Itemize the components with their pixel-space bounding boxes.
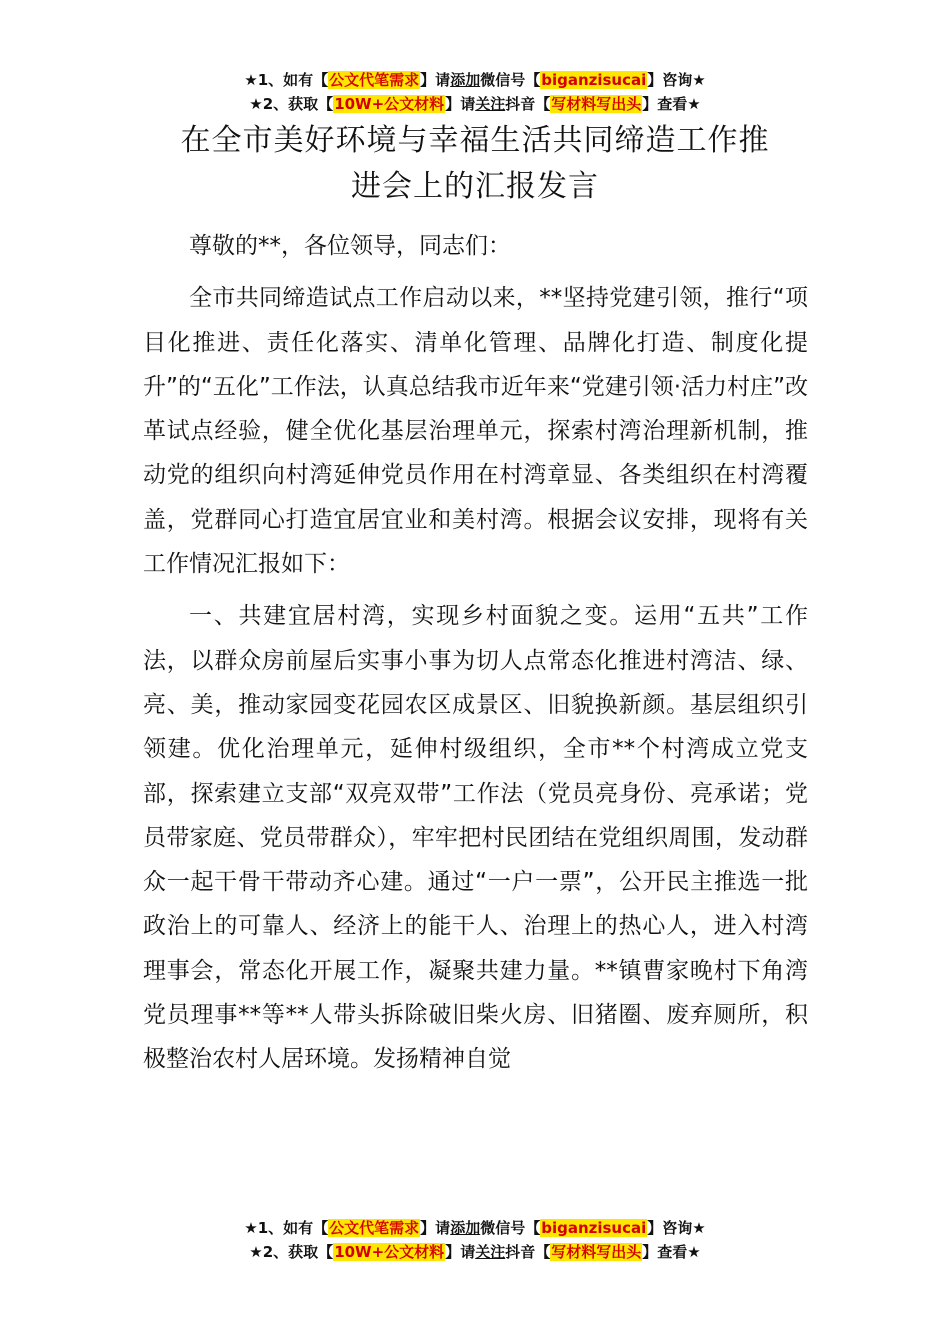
banner-underlined-text: 关注: [475, 95, 506, 113]
banner-text: 抖音【: [505, 95, 551, 113]
intro-paragraph: 全市共同缔造试点工作启动以来，**坚持党建引领，推行“项目化推进、责任化落实、清单化管理、品牌化打造、制度化提升”的“五化”工作法，认真总结我市近年来“党建引领·活力村庄”改革试点经验，健全优化基层治理单元，探索村湾治理新机制，推动党的组织向村湾延伸党员作用在村湾章显、各类组织在村湾覆盖，党群同心打造宜居宜业和美村湾。根据会议安排，现将有关工作情况汇报如下：: [143, 285, 808, 578]
banner-underlined-text: 添加: [450, 1219, 481, 1237]
banner-highlight: 写材料写出头: [551, 1243, 642, 1261]
document-body: [143, 224, 808, 1082]
banner-text: 抖音【: [505, 1243, 551, 1261]
banner-text: ★1、如有【: [244, 1219, 329, 1237]
banner-line-1: [0, 68, 950, 92]
banner-highlight: biganzisucai: [541, 71, 647, 89]
title-line-1: 在全市美好环境与幸福生活共同缔造工作推: [180, 123, 770, 158]
banner-line-1: [0, 1216, 950, 1240]
banner-highlight: biganzisucai: [541, 1219, 647, 1237]
banner-highlight: 公文代笔需求: [329, 71, 420, 89]
banner-underlined-text: 添加: [450, 71, 481, 89]
banner-text: 】查看★: [642, 95, 701, 113]
banner-highlight: 10W+公文材料: [334, 95, 445, 113]
document-title: [130, 118, 820, 210]
banner-text: ★2、获取【: [249, 95, 334, 113]
greeting-paragraph: 尊敬的**，各位领导，同志们：: [189, 233, 511, 259]
banner-text: 】咨询★: [647, 71, 706, 89]
banner-highlight: 10W+公文材料: [334, 1243, 445, 1261]
banner-text: 】请: [420, 71, 451, 89]
banner-text: 微信号【: [480, 1219, 541, 1237]
footer-banner: [0, 1216, 950, 1264]
banner-underlined-text: 关注: [475, 1243, 506, 1261]
banner-text: 】请: [445, 1243, 476, 1261]
banner-text: ★1、如有【: [244, 71, 329, 89]
banner-line-2: [0, 1240, 950, 1264]
header-banner: [0, 68, 950, 116]
title-line-2: 进会上的汇报发言: [351, 169, 599, 204]
banner-text: ★2、获取【: [249, 1243, 334, 1261]
banner-text: 】请: [445, 95, 476, 113]
banner-text: 微信号【: [480, 71, 541, 89]
banner-text: 】查看★: [642, 1243, 701, 1261]
banner-highlight: 写材料写出头: [551, 95, 642, 113]
banner-line-2: [0, 92, 950, 116]
banner-highlight: 公文代笔需求: [329, 1219, 420, 1237]
banner-text: 】请: [420, 1219, 451, 1237]
banner-text: 】咨询★: [647, 1219, 706, 1237]
section-one-paragraph: 一、共建宜居村湾，实现乡村面貌之变。运用“五共”工作法，以群众房前屋后实事小事为切人点常态化推进村湾洁、绿、亮、美，推动家园变花园农区成景区、旧貌换新颜。基层组织引领建。优化治理单元，延伸村级组织，全市**个村湾成立党支部，探索建立支部“双亮双带”工作法（党员亮身份、亮承诺；党员带家庭、党员带群众），牢牢把村民团结在党组织周围，发动群众一起干骨干带动齐心建。通过“一户一票”，公开民主推选一批政治上的可靠人、经济上的能干人、治理上的热心人，进入村湾理事会，常态化开展工作，凝聚共建力量。**镇曹家晚村下角湾党员理事**等**人带头拆除破旧柴火房、旧猪圈、废弃厕所，积极整治农村人居环境。发扬精神自觉: [143, 603, 808, 1073]
